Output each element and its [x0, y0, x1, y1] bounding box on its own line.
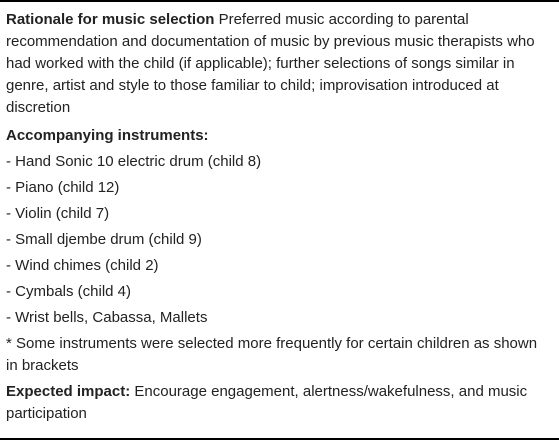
rationale-paragraph: [6, 9, 546, 119]
impact-text: Encourage engagement, alertness/wakefulness, and music participation: [6, 383, 528, 422]
instruments-heading: Accompanying instruments:: [6, 127, 209, 144]
rationale-text: Preferred music according to parental recommendation and documentation of music by previous music therapists who had worked with the child (if applicable); further selections of songs similar in genre, artist and style to those familiar to child; improvisation introduced at discretion: [6, 11, 535, 116]
rationale-heading: Rationale for music selection: [6, 11, 215, 28]
instrument-item: - Hand Sonic 10 electric drum (child 8): [6, 153, 262, 170]
instrument-item: - Wind chimes (child 2): [6, 257, 159, 274]
instrument-item: - Violin (child 7): [6, 205, 110, 222]
instruments-note: * Some instruments were selected more frequently for certain children as shown in brackets: [6, 335, 538, 374]
instrument-item: - Piano (child 12): [6, 179, 120, 196]
instrument-item: - Wrist bells, Cabassa, Mallets: [6, 309, 208, 326]
table-top-rule: [0, 0, 559, 2]
impact-paragraph: [6, 381, 546, 425]
instrument-item: - Small djembe drum (child 9): [6, 231, 202, 248]
impact-heading: Expected impact:: [6, 383, 131, 400]
table-cell: [6, 9, 546, 425]
table-bottom-rule: [0, 438, 559, 440]
instrument-item: - Cymbals (child 4): [6, 283, 132, 300]
instruments-list: [6, 151, 546, 329]
